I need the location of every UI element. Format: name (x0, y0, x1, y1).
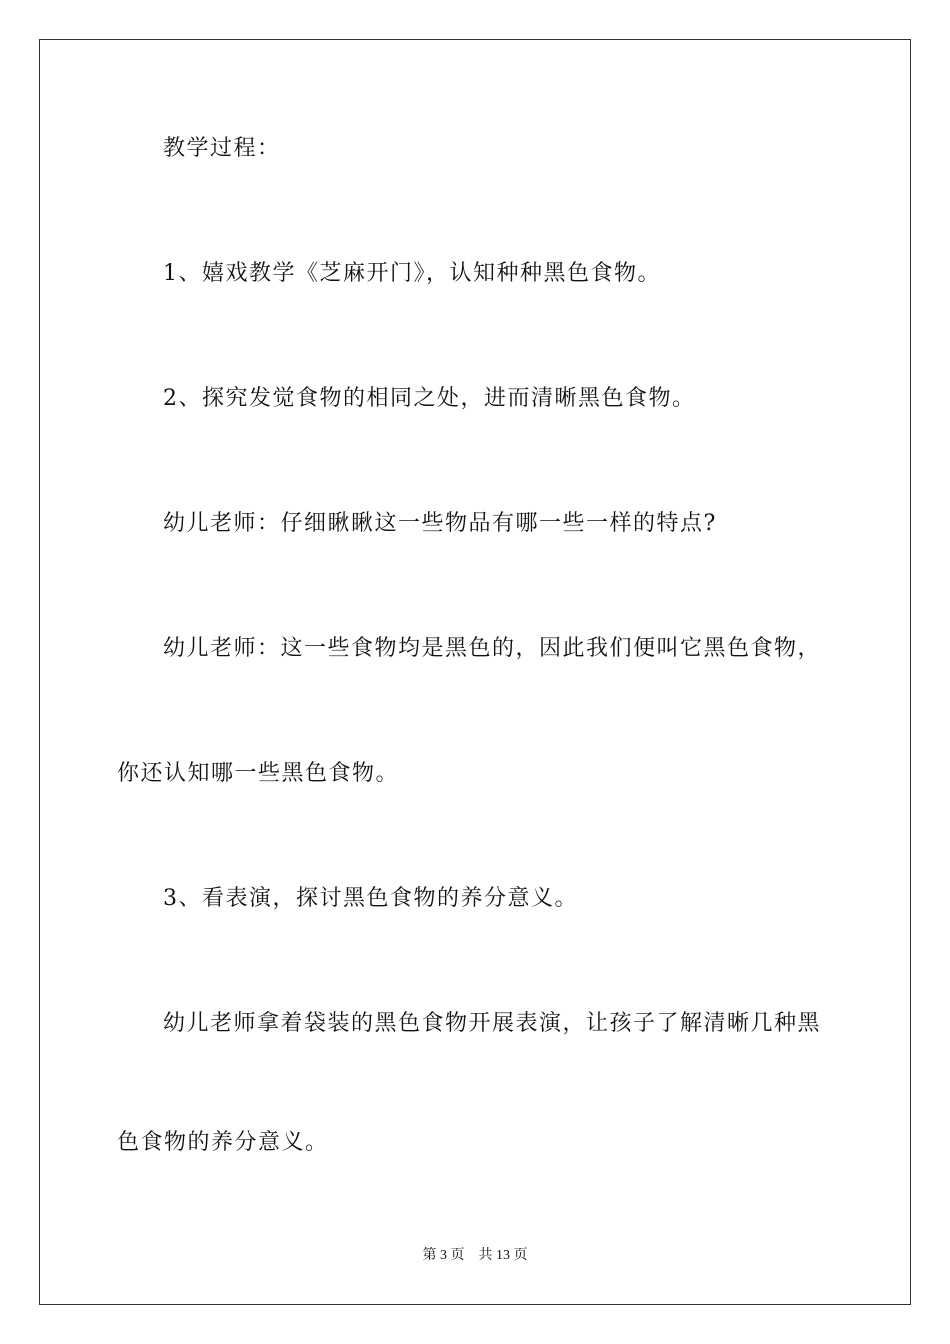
page-border (39, 39, 911, 1305)
paragraph-line: 幼儿老师：仔细瞅瞅这一些物品有哪一些一样的特点? (163, 511, 717, 536)
paragraph-line: 1、嬉戏教学《芝麻开门》，认知种种黑色食物。 (163, 261, 661, 286)
paragraph-line: 幼儿老师拿着袋装的黑色食物开展表演，让孩子了解清晰几种黑 (163, 1011, 822, 1036)
paragraph-line: 幼儿老师：这一些食物均是黑色的，因此我们便叫它黑色食物， (163, 636, 822, 661)
paragraph-line: 3、看表演，探讨黑色食物的养分意义。 (163, 886, 578, 911)
paragraph-heading: 教学过程： (163, 136, 281, 161)
page-total: 共 13 页 (478, 1248, 528, 1263)
paragraph-line: 2、探究发觉食物的相同之处，进而清晰黑色食物。 (163, 386, 696, 411)
paragraph-line-continuation: 色食物的养分意义。 (117, 1130, 329, 1155)
page-footer (0, 1246, 950, 1266)
paragraph-line-continuation: 你还认知哪一些黑色食物。 (117, 761, 400, 786)
page-number: 第 3 页 (422, 1248, 465, 1263)
